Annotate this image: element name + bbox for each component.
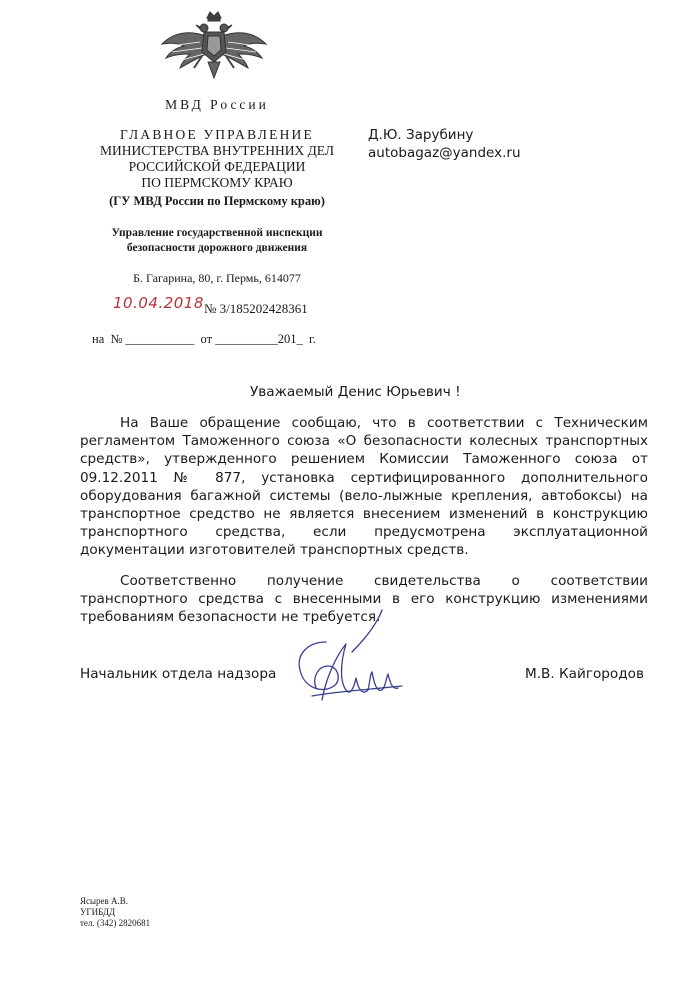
- executor-name: Ясырев А.В.: [80, 896, 129, 906]
- department-line: ГЛАВНОЕ УПРАВЛЕНИЕ: [120, 127, 314, 142]
- recipient-name: Д.Ю. Зарубину: [368, 127, 474, 143]
- signer-name: М.В. Кайгородов: [525, 666, 644, 682]
- executor-department: УГИБДД: [80, 907, 116, 917]
- department-line: ПО ПЕРМСКОМУ КРАЮ: [141, 175, 293, 190]
- signer-position: Начальник отдела надзора: [80, 666, 277, 682]
- postal-address: Б. Гагарина, 80, г. Пермь, 614077: [133, 271, 301, 285]
- body-paragraph: Соответственно получение свидетельства о соответствии транспортного средства с внесенными в его конструкцию изменениями требованиям безопасности не требуется.: [80, 573, 648, 626]
- handwritten-date: 10.04.2018: [113, 294, 204, 312]
- reference-line: на № ___________ от __________201_ г.: [92, 332, 316, 346]
- department-abbreviation: (ГУ МВД России по Пермскому краю): [109, 194, 325, 208]
- salutation: Уважаемый Денис Юрьевич !: [250, 384, 461, 400]
- registration-number: № 3/185202428361: [204, 301, 308, 316]
- executor-phone: тел. (342) 2820681: [80, 918, 151, 928]
- division-line: безопасности дорожного движения: [126, 242, 308, 254]
- department-line: МИНИСТЕРСТВА ВНУТРЕННИХ ДЕЛ: [99, 143, 335, 158]
- ministry-short-name: МВД России: [165, 97, 269, 112]
- eagle-emblem-icon: [160, 8, 268, 84]
- handwritten-signature: [282, 608, 412, 708]
- body-paragraph: На Ваше обращение сообщаю, что в соответствии с Техническим регламентом Таможенного союза «О безопасности колесных транспортных средств», утвержденного решением Комиссии Таможенного союза от 09.12.2011 № 877, установка сертифицированного дополнительного оборудования багажной системы (вело-лыжные крепления, автобоксы) на транспортное средство не является внесением изменений в конструкцию транспортного средства, если предусмотрена эксплуатационной документации изготовителей транспортных средств.: [80, 415, 648, 559]
- recipient-email: autobagaz@yandex.ru: [368, 145, 521, 161]
- division-line: Управление государственной инспекции: [111, 227, 323, 239]
- department-line: РОССИЙСКОЙ ФЕДЕРАЦИИ: [128, 159, 306, 174]
